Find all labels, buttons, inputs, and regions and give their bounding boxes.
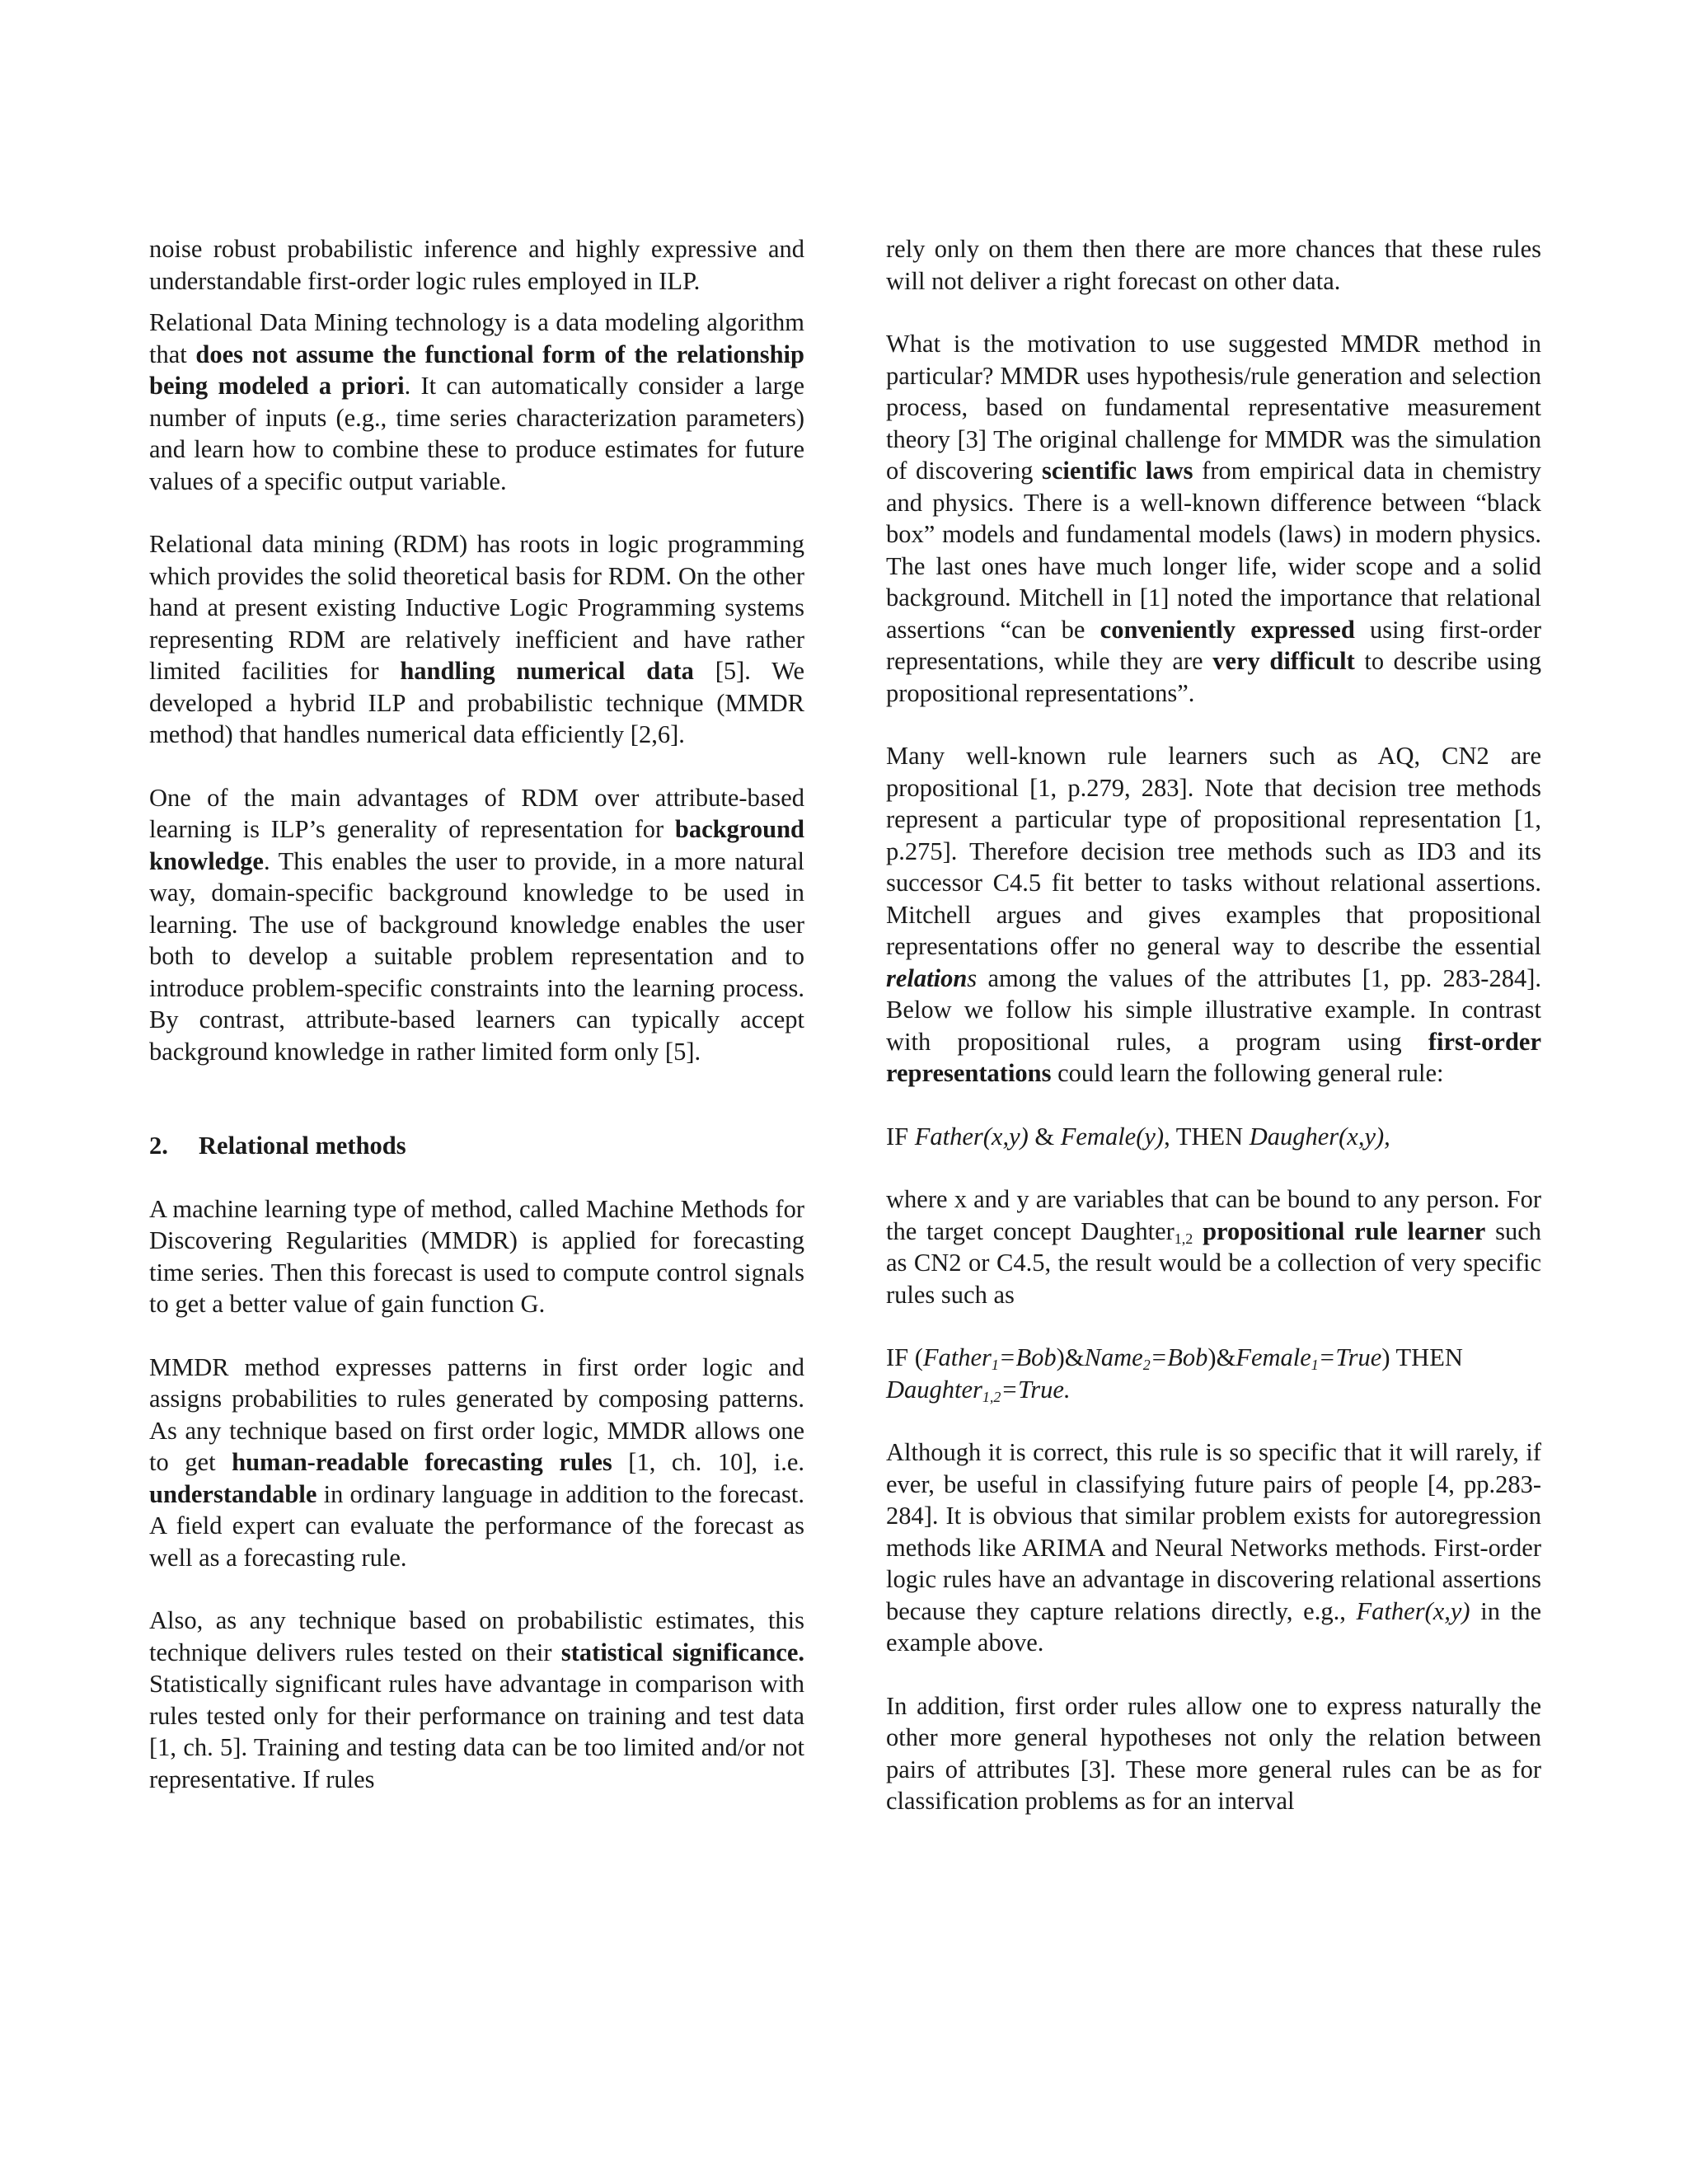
paragraph-rdm-technology: Relational Data Mining technology is a data modeling algorithm that does not assume the functional form of the relationship being modeled a priori. It can automatically consider a large number of inputs (e.g., time series characterization parameters) and learn how to combine these to produce estimates for future values of a specific output variable. — [149, 308, 804, 495]
section-heading — [149, 1130, 804, 1162]
section-title: Relational methods — [199, 1132, 406, 1160]
paragraph-statistical-significance: Also, as any technique based on probabilistic estimates, this technique delivers rules tested on their statistical significance. Statistically significant rules have advantage in comparison with rules tested only for their performance on training and test data [1, ch. 5]. Training and testing data can be too limited and/or not representative. If rules — [149, 1606, 804, 1793]
paragraph-mmdr-first-order: MMDR method expresses patterns in first order logic and assigns probabilities to rules generated by composing patterns. As any technique based on first order logic, MMDR allows one to get human-readable forecasting rules [1, ch. 10], i.e. understandable in ordinary language in addition to the forecast. A field expert can evaluate the performance of the forecast as well as a forecasting rule. — [149, 1352, 804, 1572]
paragraph-intro-continuation: noise robust probabilistic inference and highly expressive and understandable first-order logic rules employed in ILP. — [149, 235, 804, 295]
paragraph-variables-bound: where x and y are variables that can be bound to any person. For the target concept Daughter$_{1,2}$ propositional rule learner such as CN2 or C4.5, the result would be a collection of very specific rules such as — [886, 1185, 1541, 1309]
paragraph-propositional-learners: Many well-known rule learners such as AQ, CN2 are propositional [1, p.279, 283]. Note that decision tree methods represent a particular type of propositional representation [1, p.275]. Therefore decision tree methods such as ID3 and its successor C4.5 fit better to tasks without relational assertions. Mitchell argues and gives examples that propositional representations offer no general way to describe the essential relations among the values of the attributes [1, pp. 283-284]. Below we follow his simple illustrative example. In contrast with propositional rules, a program using first-order representations could learn the following general rule: — [886, 742, 1541, 1087]
paragraph-rdm-roots: Relational data mining (RDM) has roots in logic programming which provides the solid theoretical basis for RDM. On the other hand at present existing Inductive Logic Programming systems representing RDM are relatively inefficient and have rather limited facilities for handling numerical data [5]. We developed a hybrid ILP and probabilistic technique (MMDR method) that handles numerical data efficiently [2,6]. — [149, 530, 804, 748]
right-column — [886, 233, 1541, 1817]
paragraph-mmdr-intro: A machine learning type of method, called Machine Methods for Discovering Regularities (MMDR) is applied for forecasting time series. Then this forecast is used to compute control signals to get a better value of gain function G. — [149, 1194, 804, 1318]
paragraph-rule-specificity: Although it is correct, this rule is so specific that it will rarely, if ever, be useful in classifying future pairs of people [4, pp.283-284]. It is obvious that similar problem exists for autoregression methods like ARIMA and Neural Networks methods. First-order logic rules have an advantage in discovering relational assertions because they capture relations directly, e.g., Father(x,y) in the example above. — [886, 1438, 1541, 1657]
section-number: 2. — [149, 1132, 168, 1160]
rule-specific-propositional: IF (Father$_1$=Bob)&Name$_2$=Bob)&Female$_1$=True) THEN Daughter$_{1,2}$=True. — [886, 1343, 1463, 1405]
paragraph-rules-forecast: rely only on them then there are more chances that these rules will not deliver a right forecast on other data. — [886, 235, 1541, 295]
rule-general-first-order: IF Father(x,y) & Female(y), THEN Daugher(x,y), — [886, 1122, 1390, 1151]
paragraph-rdm-advantages: One of the main advantages of RDM over attribute-based learning is ILP’s generality of representation for background knowledge. This enables the user to provide, in a more natural way, domain-specific background knowledge to be used in learning. The use of background knowledge enables the user both to develop a suitable problem representation and to introduce problem-specific constraints into the learning process. By contrast, attribute-based learners can typically accept background knowledge in rather limited form only [5]. — [149, 783, 804, 1066]
paragraph-mmdr-motivation: What is the motivation to use suggested MMDR method in particular? MMDR uses hypothesis/rule generation and selection process, based on fundamental representative measurement theory [3] The original challenge for MMDR was the simulation of discovering scientific laws from empirical data in chemistry and physics. There is a well-known difference between “black box” models and fundamental models (laws) in modern physics. The last ones have much longer life, wider scope and a solid background. Mitchell in [1] noted the importance that relational assertions “can be conveniently expressed using first-order representations, while they are very difficult to describe using propositional representations”. — [886, 330, 1541, 707]
paragraph-general-hypotheses: In addition, first order rules allow one to express naturally the other more general hypotheses not only the relation between pairs of attributes [3]. These more general rules can be as for classification problems as for an interval — [886, 1691, 1541, 1815]
left-column — [149, 233, 804, 1795]
